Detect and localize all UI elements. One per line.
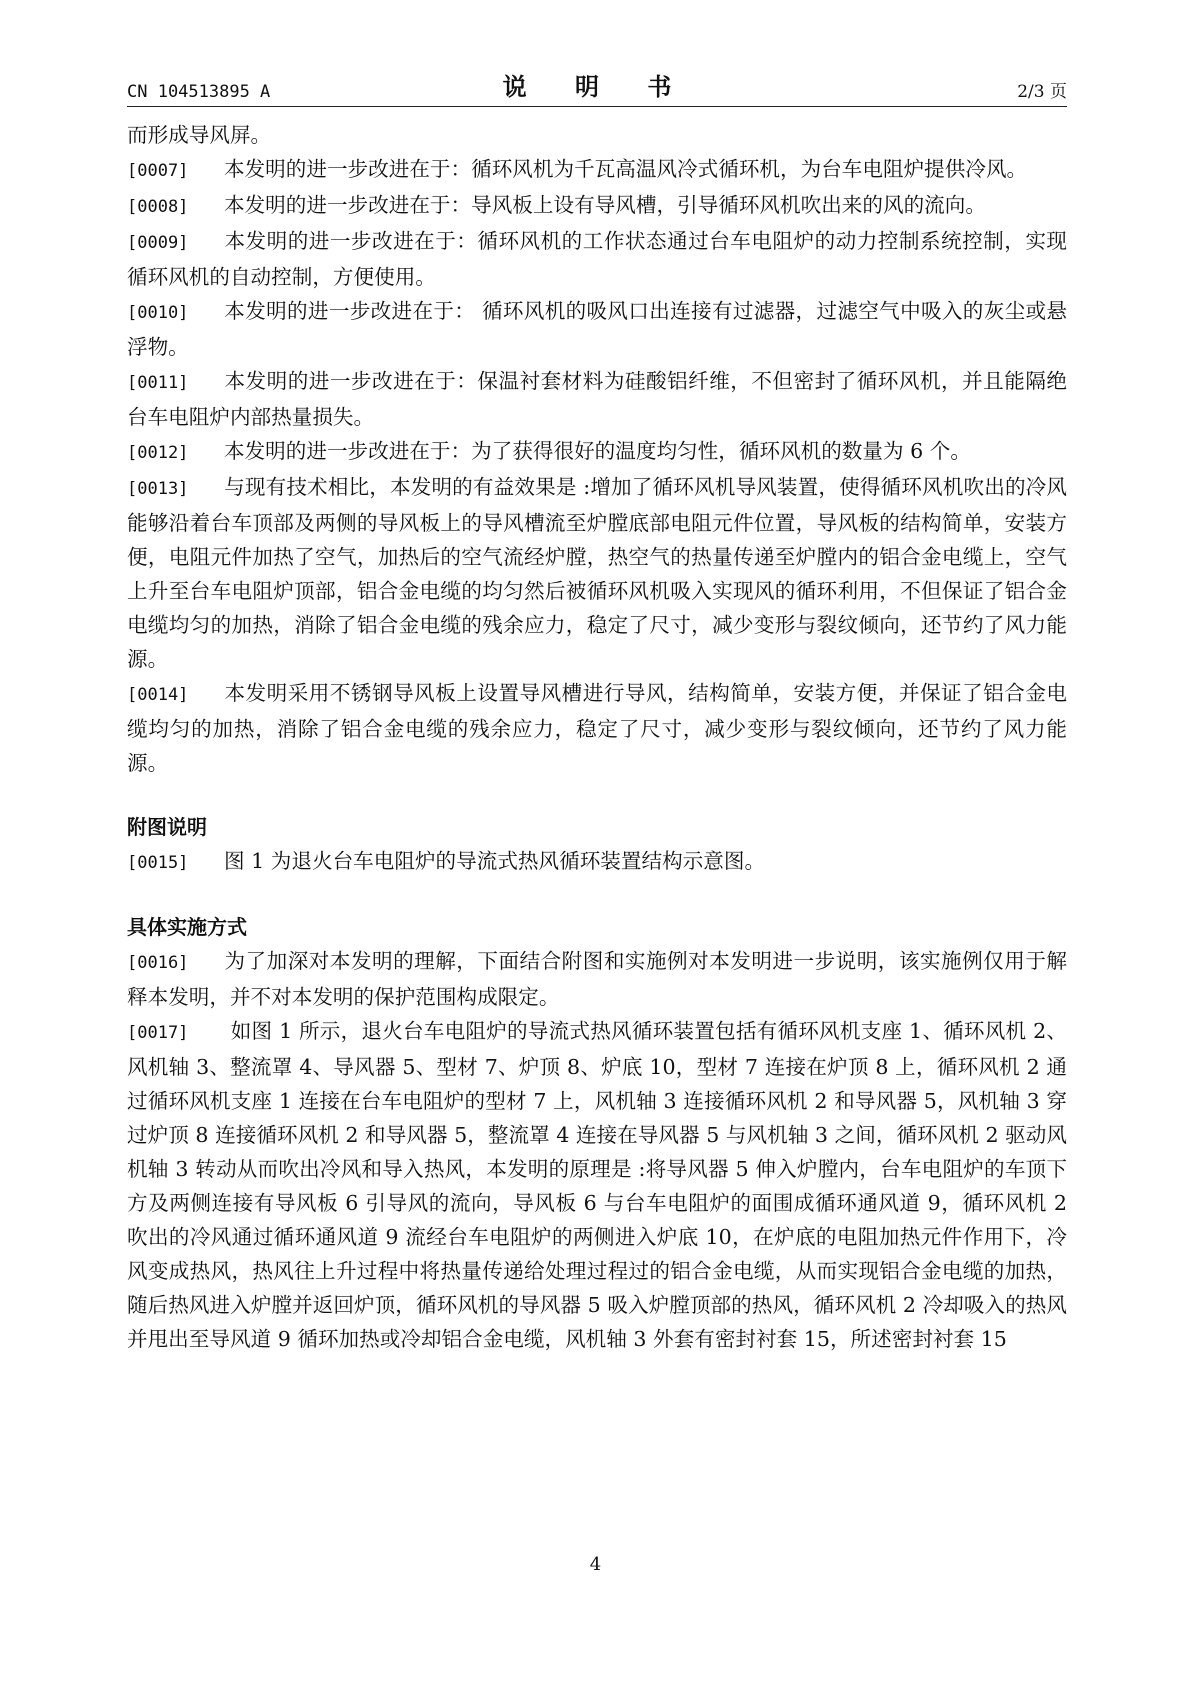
document-id: CN 104513895 A xyxy=(127,82,271,102)
paragraph-text: 本发明的进一步改进在于：导风板上设有导风槽，引导循环风机吹出来的风的流向。 xyxy=(224,193,986,217)
paragraph-number: [0014] xyxy=(127,685,189,705)
paragraph-0012 xyxy=(127,434,1067,470)
paragraph-text: 如图 1 所示，退火台车电阻炉的导流式热风循环装置包括有循环风机支座 1、循环风机 2、风机轴 3、整流罩 4、导风器 5、型材 7、炉顶 8、炉底 10，型材 7 连接在炉顶 8 上，循环风机 2 通过循环风机支座 1 连接在台车电阻炉的型材 7 上，风机轴 3 连接循环风机 2 和导风器 5，风机轴 3 穿过炉顶 8 连接循环风机 2 和导风器 5，整流罩 4 连接在导风器 5 与风机轴 3 之间，循环风机 2 驱动风机轴 3 转动从而吹出冷风和导入热风，本发明的原理是 :将导风器 5 伸入炉膛内，台车电阻炉的车顶下方及两侧连接有导风板 6 引导风的流向，导风板 6 与台车电阻炉的面围成循环通风道 9，循环风机 2 吹出的冷风通过循环通风道 9 流经台车电阻炉的两侧进入炉底 10，在炉底的电阻加热元件作用下，冷风变成热风，热风往上升过程中将热量传递给处理过程过的铝合金电缆，从而实现铝合金电缆的加热，随后热风进入炉膛并返回炉顶，循环风机的导风器 5 吸入炉膛顶部的热风，循环风机 2 冷却吸入的热风并甩出至导风道 9 循环加热或冷却铝合金电缆，风机轴 3 外套有密封衬套 15，所述密封衬套 15 xyxy=(127,1019,1067,1351)
paragraph-number: [0007] xyxy=(127,161,189,181)
paragraph-0011 xyxy=(127,364,1067,434)
paragraph-number: [0010] xyxy=(127,303,189,323)
paragraph-number: [0009] xyxy=(127,233,189,253)
section-title-figures: 附图说明 xyxy=(127,815,207,839)
paragraph-text: 与现有技术相比，本发明的有益效果是 :增加了循环风机导风装置，使得循环风机吹出的冷风能够沿着台车顶部及两侧的导风板上的导风槽流至炉膛底部电阻元件位置，导风板的结构简单，安装方便，电阻元件加热了空气，加热后的空气流经炉膛，热空气的热量传递至炉膛内的铝合金电缆上，空气上升至台车电阻炉顶部，铝合金电缆的均匀然后被循环风机吸入实现风的循环利用，不但保证了铝合金电缆均匀的加热，消除了铝合金电缆的残余应力，稳定了尺寸，减少变形与裂纹倾向，还节约了风力能源。 xyxy=(127,475,1067,671)
paragraph-0010 xyxy=(127,294,1067,364)
page-count: 2/3 页 xyxy=(1017,82,1067,102)
paragraph-0013 xyxy=(127,470,1067,676)
paragraph-number: [0012] xyxy=(127,443,189,463)
paragraph-number: [0015] xyxy=(127,853,189,873)
paragraph-0009 xyxy=(127,224,1067,294)
paragraph-0017 xyxy=(127,1014,1067,1356)
document-body xyxy=(127,118,1067,1356)
paragraph-0016 xyxy=(127,944,1067,1014)
paragraph-0014 xyxy=(127,676,1067,780)
paragraph-text: 为了加深对本发明的理解，下面结合附图和实施例对本发明进一步说明，该实施例仅用于解释本发明，并不对本发明的保护范围构成限定。 xyxy=(127,949,1067,1009)
paragraph-text: 图 1 为退火台车电阻炉的导流式热风循环装置结构示意图。 xyxy=(224,849,766,873)
paragraph-number: [0017] xyxy=(127,1023,189,1043)
paragraph-text: 本发明的进一步改进在于： 循环风机的吸风口出连接有过滤器，过滤空气中吸入的灰尘或悬浮物。 xyxy=(127,299,1067,359)
paragraph-0008 xyxy=(127,188,1067,224)
continuation-text: 而形成导风屏。 xyxy=(127,123,272,147)
paragraph-text: 本发明的进一步改进在于：保温衬套材料为硅酸铝纤维，不但密封了循环风机，并且能隔绝台车电阻炉内部热量损失。 xyxy=(127,369,1067,429)
paragraph-number: [0013] xyxy=(127,479,189,499)
paragraph-text: 本发明的进一步改进在于：循环风机的工作状态通过台车电阻炉的动力控制系统控制，实现循环风机的自动控制，方便使用。 xyxy=(127,229,1067,289)
paragraph-number: [0016] xyxy=(127,953,189,973)
paragraph-text: 本发明的进一步改进在于：为了获得很好的温度均匀性，循环风机的数量为 6 个。 xyxy=(224,439,971,463)
paragraph-0015 xyxy=(127,844,1067,880)
paragraph-number: [0008] xyxy=(127,197,189,217)
page-header xyxy=(127,66,1067,107)
paragraph-0007 xyxy=(127,152,1067,188)
section-title-embodiment: 具体实施方式 xyxy=(127,915,247,939)
paragraph-number: [0011] xyxy=(127,373,189,393)
page-number: 4 xyxy=(589,1554,602,1575)
document-title: 说 明 书 xyxy=(502,73,692,101)
paragraph-text: 本发明的进一步改进在于：循环风机为千瓦高温风冷式循环机，为台车电阻炉提供冷风。 xyxy=(224,157,1028,181)
paragraph-text: 本发明采用不锈钢导风板上设置导风槽进行导风，结构简单，安装方便，并保证了铝合金电缆均匀的加热，消除了铝合金电缆的残余应力，稳定了尺寸，减少变形与裂纹倾向，还节约了风力能源。 xyxy=(127,681,1067,775)
